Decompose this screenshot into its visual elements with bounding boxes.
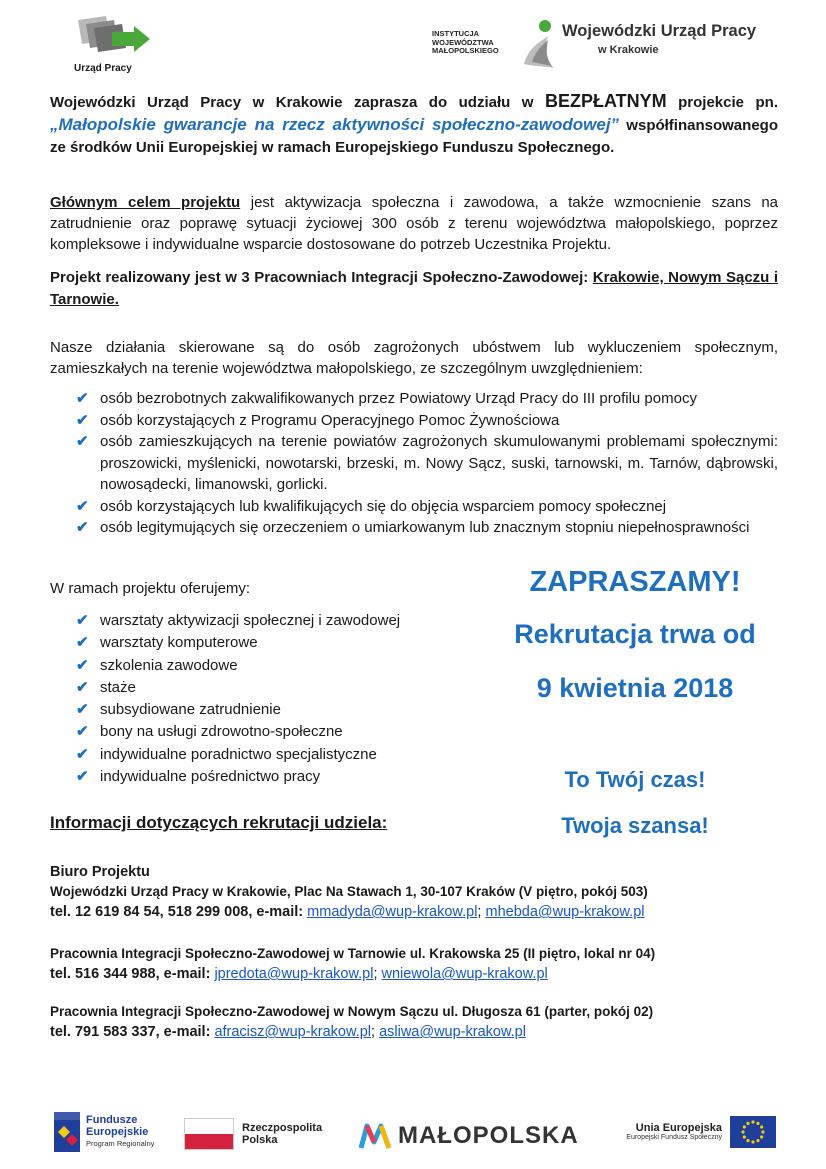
- eu-star-icon: [756, 1122, 759, 1125]
- contact-phone: tel. 516 344 988, e-mail: jpredota@wup-krakow.pl; wniewola@wup-krakow.pl: [50, 966, 548, 982]
- wup-subtitle: w Krakowie: [598, 44, 659, 56]
- eu-star-icon: [760, 1135, 763, 1138]
- checkmark-icon: ✔: [76, 701, 89, 719]
- checkmark-icon: ✔: [76, 678, 89, 696]
- wup-title: Wojewódzki Urząd Pracy: [562, 22, 757, 40]
- checkmark-icon: ✔: [76, 634, 89, 652]
- checkmark-icon: ✔: [76, 768, 89, 786]
- contact-phone: tel. 12 619 84 54, 518 299 008, e-mail: mmadyda@wup-krakow.pl; mhebda@wup-krakow.pl: [50, 904, 645, 920]
- goal-paragraph: Głównym celem projektu jest aktywizacja społeczna i zawodowa, a także wzmocnienie szans na zatrudnienie oraz poprawę sytuacji życiowej 300 osób z terenu województwa małopolskiego, poprzez kompleksowe i indywidualne wsparcie dostosowane do potrzeb Uczestnika Projektu.: [50, 194, 779, 253]
- promo-your-time: To Twój czas!: [564, 767, 706, 792]
- project-name: „Małopolskie gwarancje na rzecz aktywności społeczno-zawodowej”: [50, 115, 620, 134]
- list-item: ✔ osób korzystających z Programu Operacyjnego Pomoc Żywnościowa: [76, 410, 778, 432]
- eu-star-icon: [746, 1139, 749, 1142]
- locations-places: Krakowie, Nowym Sączu i Tarnowie.: [50, 269, 778, 308]
- urzad-pracy-logo-text: Urząd Pracy: [74, 63, 132, 74]
- email-link[interactable]: afracisz@wup-krakow.pl: [214, 1024, 371, 1040]
- list-item: ✔ indywidualne poradnictwo specjalistyczne: [76, 744, 456, 766]
- list-item: ✔ osób zamieszkujących na terenie powiatów zagrożonych skumulowanymi problemami społecznymi: proszowicki, myślenicki, nowotarski, brzeski, m. Nowy Sącz, suski, tarnowski, m. Tarnów, dąbrowski, nowosądecki, limanowski, gorlicki.: [76, 433, 778, 493]
- list-item: ✔ osób legitymujących się orzeczeniem o umiarkowanym lub znacznym stopniu niepełnosprawności: [76, 517, 778, 539]
- locations-paragraph: Projekt realizowany jest w 3 Pracowniach Integracji Społeczno-Zawodowej: Krakowie, Nowym Sączu i Tarnowie.: [50, 269, 778, 308]
- list-item: ✔ staże: [76, 677, 456, 699]
- list-item: ✔ osób korzystających lub kwalifikujących się do objęcia wsparciem pomocy społecznej: [76, 496, 778, 518]
- checkmark-icon: ✔: [76, 519, 89, 536]
- eu-star-icon: [751, 1140, 754, 1143]
- offer-intro: W ramach projektu oferujemy:: [50, 580, 251, 597]
- rzeczpospolita-logo: Rzeczpospolita Polska: [184, 1118, 334, 1158]
- urzad-pracy-logo: [68, 14, 152, 72]
- list-item: ✔ subsydiowane zatrudnienie: [76, 699, 456, 721]
- fundusze-europejskie-logo: Fundusze Europejskie Program Regionalny: [52, 1110, 162, 1156]
- promo-date: 9 kwietnia 2018: [536, 673, 734, 703]
- contact-title: Biuro Projektu: [50, 864, 150, 880]
- promo-invite: ZAPRASZAMY!: [529, 566, 741, 598]
- contact-block-nowy-sacz: [50, 1002, 653, 1042]
- instytucja-label: INSTYTUCJA WOJEWÓDZTWA MAŁOPOLSKIEGO: [432, 29, 499, 55]
- eu-star-icon: [743, 1125, 746, 1128]
- eu-star-icon: [751, 1120, 754, 1123]
- list-item: ✔ szkolenia zawodowe: [76, 655, 456, 677]
- contact-address: Wojewódzki Urząd Pracy w Krakowie, Plac Na Stawach 1, 30-107 Kraków (V piętro, pokój 503): [50, 884, 648, 899]
- contact-block-tarnow: [50, 944, 655, 984]
- checkmark-icon: ✔: [76, 612, 89, 629]
- email-link[interactable]: jpredota@wup-krakow.pl: [214, 966, 374, 982]
- checkmark-icon: ✔: [76, 723, 89, 741]
- unia-europejska-text: Unia Europejska Europejski Fundusz Społeczny: [626, 1122, 722, 1141]
- contact-block-project-office: [50, 862, 648, 922]
- target-list: [76, 388, 778, 539]
- intro-paragraph: Wojewódzki Urząd Pracy w Krakowie zaprasza do udziału w BEZPŁATNYM projekcie pn. „Małopolskie gwarancje na rzecz aktywności społeczno-zawodowej” współfinansowanego ze środków Unii Europejskiej w ramach Europejskiego Funduszu Społecznego.: [50, 91, 778, 156]
- goal-label: Głównym celem projektu: [50, 194, 241, 211]
- offer-list: [76, 610, 456, 788]
- contact-phone: tel. 791 583 337, e-mail: afracisz@wup-krakow.pl; asliwa@wup-krakow.pl: [50, 1024, 526, 1040]
- checkmark-icon: ✔: [76, 745, 89, 763]
- contact-address: Pracownia Integracji Społeczno-Zawodowej w Tarnowie ul. Krakowska 25 (II piętro, lokal nr 04): [50, 946, 656, 961]
- eu-star-icon: [741, 1130, 744, 1133]
- malopolska-icon: [358, 1120, 392, 1152]
- promo-your-chance: Twoja szansa!: [561, 813, 709, 838]
- checkmark-icon: ✔: [76, 411, 89, 429]
- eu-star-icon: [760, 1125, 763, 1128]
- target-intro: Nasze działania skierowane są do osób zagrożonych ubóstwem lub wykluczeniem społecznym, zamieszkałych na terenie województwa małopolskiego, ze szczególnym uwzględnieniem:: [50, 339, 778, 377]
- list-item: ✔ osób bezrobotnych zakwalifikowanych przez Powiatowy Urząd Pracy do III profilu pomocy: [76, 388, 778, 410]
- urzad-pracy-logo-icon: [68, 14, 152, 58]
- email-link[interactable]: asliwa@wup-krakow.pl: [379, 1024, 526, 1040]
- checkmark-icon: ✔: [76, 497, 89, 515]
- list-item: ✔ indywidualne pośrednictwo pracy: [76, 766, 456, 788]
- list-item: ✔ warsztaty komputerowe: [76, 632, 456, 654]
- email-link[interactable]: mhebda@wup-krakow.pl: [485, 904, 645, 920]
- email-link[interactable]: mmadyda@wup-krakow.pl: [307, 904, 478, 920]
- fundusze-europejskie-icon: [52, 1110, 82, 1154]
- eu-star-icon: [761, 1130, 764, 1133]
- checkmark-icon: ✔: [76, 433, 89, 450]
- eu-star-icon: [746, 1122, 749, 1125]
- contact-address: Pracownia Integracji Społeczno-Zawodowej w Nowym Sączu ul. Długosza 61 (parter, pokój 02): [50, 1004, 654, 1019]
- eu-star-icon: [756, 1139, 759, 1142]
- malopolska-logo: [358, 1116, 598, 1156]
- info-heading: Informacji dotyczących rekrutacji udziela:: [50, 813, 388, 832]
- list-item: ✔ warsztaty aktywizacji społecznej i zawodowej: [76, 610, 456, 632]
- malopolska-text: MAŁOPOLSKA: [398, 1122, 579, 1149]
- checkmark-icon: ✔: [76, 656, 89, 674]
- polish-flag-icon: [184, 1118, 234, 1150]
- email-link[interactable]: wniewola@wup-krakow.pl: [381, 966, 548, 982]
- eu-flag-icon: [730, 1116, 776, 1153]
- wup-logo-icon: [518, 18, 562, 72]
- checkmark-icon: ✔: [76, 390, 89, 407]
- promo-recruitment: Rekrutacja trwa od: [514, 619, 756, 649]
- free-emphasis: BEZPŁATNYM: [544, 91, 667, 111]
- eu-star-icon: [743, 1135, 746, 1138]
- list-item: ✔ bony na usługi zdrowotno-społeczne: [76, 721, 456, 743]
